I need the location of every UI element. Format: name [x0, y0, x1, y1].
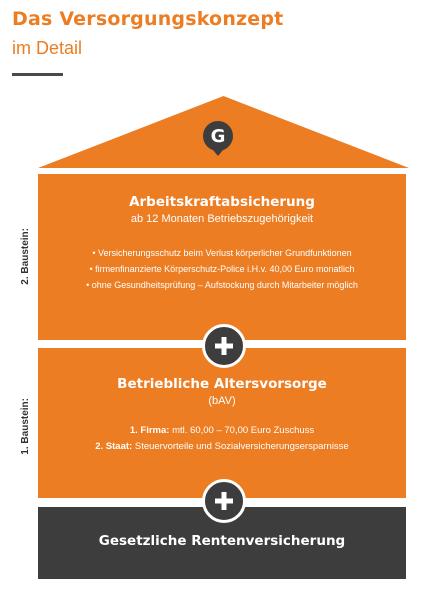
bullet-item: • ohne Gesundheitsprüfung – Aufstockung durch Mitarbeiter möglich — [38, 277, 406, 293]
base-title: Gesetzliche Rentenversicherung — [98, 533, 346, 549]
baustein-1-points — [38, 423, 406, 455]
point-text: Steuervorteile und Sozialversicherungsersparnisse — [134, 441, 349, 452]
bullet-item: • firmenfinanzierte Körperschutz-Police i.H.v. 40,00 Euro monatlich — [38, 261, 406, 277]
page-subtitle: im Detail — [12, 38, 83, 58]
baustein-1-subtitle: (bAV) — [208, 395, 236, 407]
point-key: 2. Staat: — [95, 441, 133, 452]
plus-icon — [202, 324, 246, 368]
baustein-2-label: 2. Baustein: — [20, 228, 31, 285]
baustein-1-block — [38, 348, 406, 498]
plus-icon — [202, 479, 246, 523]
baustein-1-title: Betriebliche Altersvorsorge — [117, 376, 327, 392]
title-divider — [12, 73, 63, 76]
point-item — [38, 423, 406, 439]
g-logo-pointer — [213, 150, 223, 156]
point-key: 1. Firma: — [129, 425, 170, 436]
baustein-2-bullet-list — [38, 245, 406, 293]
baustein-1-label: 1. Baustein: — [20, 398, 31, 455]
point-item — [38, 439, 406, 455]
baustein-2-title: Arbeitskraftabsicherung — [129, 194, 315, 210]
baustein-2-block — [38, 174, 406, 340]
bullet-item: • Versicherungsschutz beim Verlust körperlicher Grundfunktionen — [38, 245, 406, 261]
g-logo-icon: G — [203, 121, 233, 151]
baustein-2-subtitle: ab 12 Monaten Betriebszugehörigkeit — [130, 213, 314, 225]
point-text: mtl. 60,00 – 70,00 Euro Zuschuss — [172, 425, 315, 436]
page-title: Das Versorgungskonzept — [12, 8, 284, 30]
